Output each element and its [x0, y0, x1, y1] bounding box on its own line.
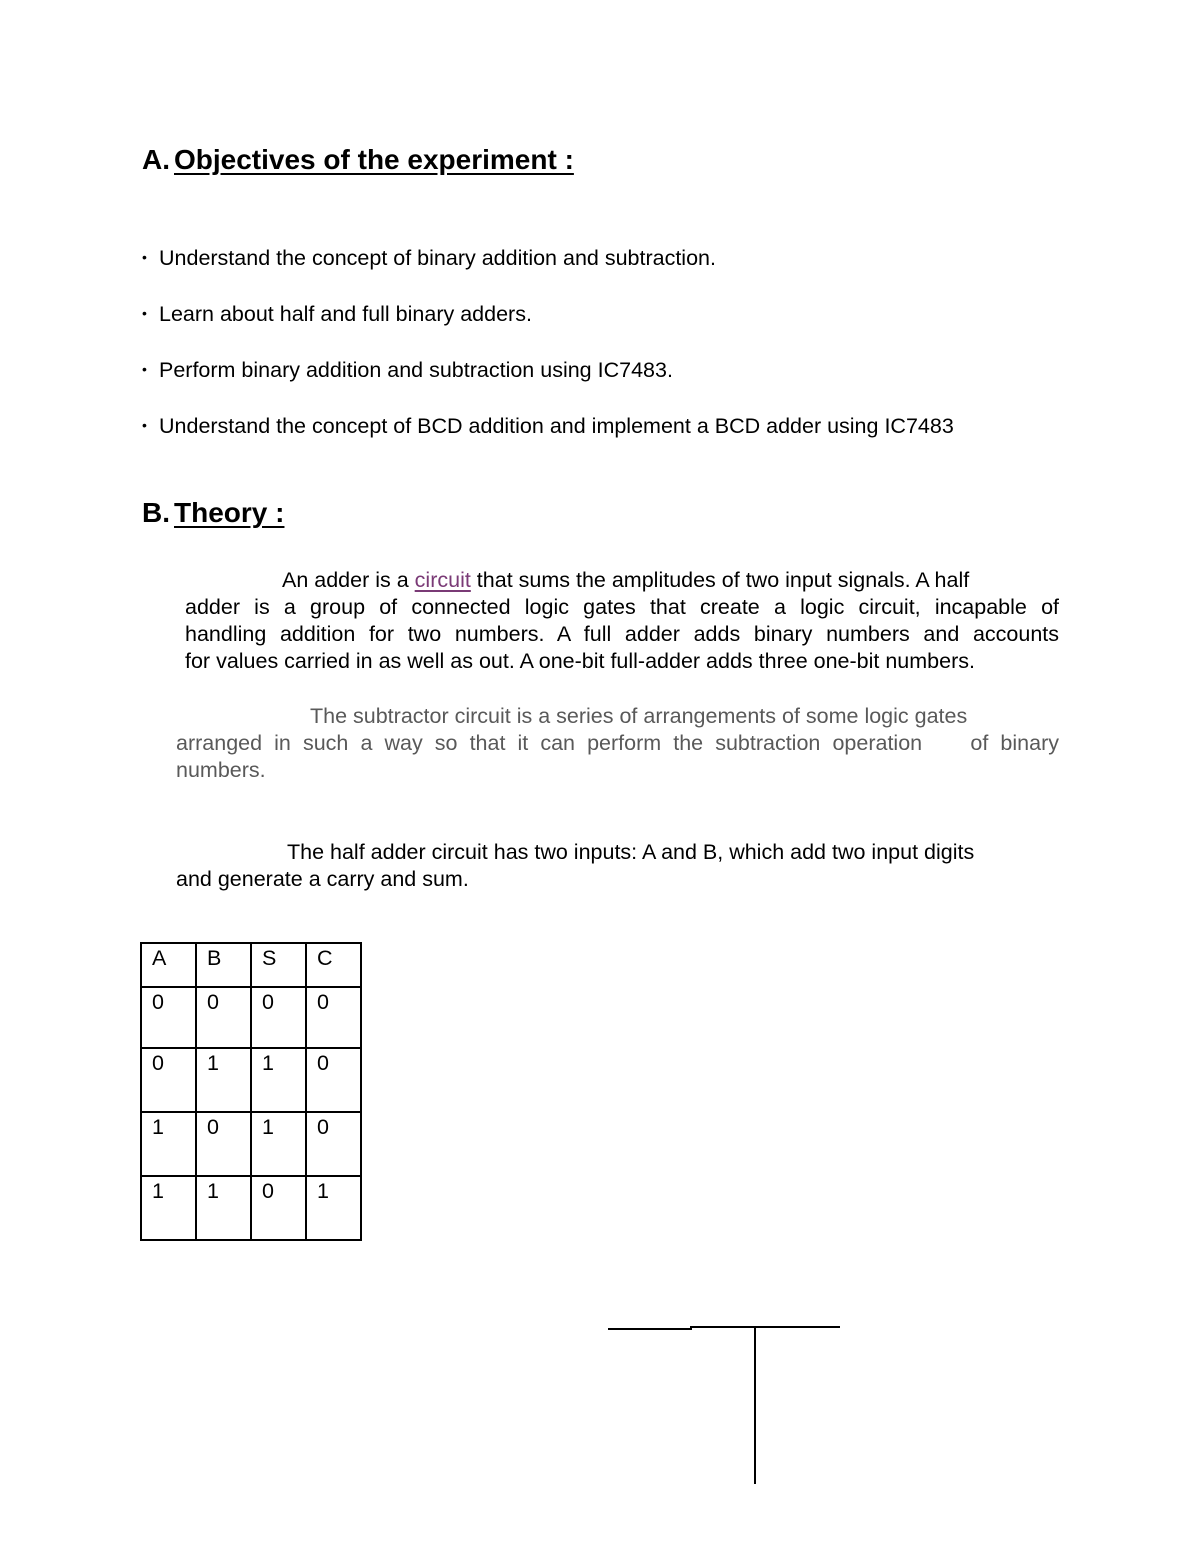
paragraph-line: arranged in such a way so that it can perform the subtraction operation of binary [176, 731, 1059, 755]
table-cell: 0 [306, 987, 361, 1048]
table-cell: 0 [141, 1048, 196, 1112]
table-cell: 0 [196, 1112, 251, 1176]
objective-item [142, 246, 716, 271]
bullet-icon: • [142, 417, 147, 433]
paragraph-line: adder is a group of connected logic gates that create a logic circuit, incapable of [185, 595, 1059, 619]
truth-table [140, 942, 362, 1241]
table-cell: 1 [251, 1048, 306, 1112]
theory-paragraph-half-adder [176, 839, 1059, 893]
objective-item [142, 358, 673, 383]
table-cell: 0 [306, 1048, 361, 1112]
objectives-heading-title: Objectives of the experiment : [174, 144, 574, 175]
table-cell: 0 [251, 1176, 306, 1240]
table-row [141, 1176, 361, 1240]
paragraph-line: numbers. [176, 758, 266, 782]
table-cell: 0 [196, 987, 251, 1048]
table-cell: 1 [141, 1112, 196, 1176]
table-cell: 0 [306, 1112, 361, 1176]
diagram-line [690, 1326, 840, 1328]
theory-paragraph-subtractor [176, 703, 1059, 784]
table-cell: 1 [141, 1176, 196, 1240]
paragraph-line: handling addition for two numbers. A full adder adds binary numbers and accounts [185, 622, 1059, 646]
objective-item [142, 414, 954, 439]
table-header-cell: A [141, 943, 196, 987]
paragraph-line: and generate a carry and sum. [176, 867, 469, 891]
theory-paragraph-adder [185, 567, 1059, 675]
objectives-heading-letter: A. [142, 144, 170, 175]
table-row [141, 1048, 361, 1112]
objectives-heading [142, 144, 574, 176]
paragraph-line: The half adder circuit has two inputs: A and B, which add two input digits [287, 840, 975, 864]
table-header-row [141, 943, 361, 987]
paragraph-line [185, 567, 1059, 594]
table-cell: 0 [141, 987, 196, 1048]
theory-heading-letter: B. [142, 497, 170, 528]
table-row [141, 1112, 361, 1176]
paragraph-text: that sums the amplitudes of two input signals. A half [470, 568, 970, 592]
table-cell: 1 [196, 1048, 251, 1112]
objective-item [142, 302, 532, 327]
table-cell: 1 [196, 1176, 251, 1240]
table-cell: 1 [306, 1176, 361, 1240]
objective-text: Understand the concept of BCD addition and implement a BCD adder using IC7483 [159, 414, 954, 438]
table-cell: 1 [251, 1112, 306, 1176]
theory-heading [142, 497, 284, 529]
circuit-link[interactable]: circuit [414, 568, 471, 592]
paragraph-text: An adder is a [282, 568, 415, 592]
table-header-cell: C [306, 943, 361, 987]
objective-text: Understand the concept of binary addition and subtraction. [159, 246, 716, 270]
bullet-icon: • [142, 305, 147, 321]
bullet-icon: • [142, 361, 147, 377]
table-row [141, 987, 361, 1048]
paragraph-line: for values carried in as well as out. A one-bit full-adder adds three one-bit numbers. [185, 649, 975, 673]
theory-heading-title: Theory : [174, 497, 285, 528]
diagram-line [754, 1327, 756, 1484]
bullet-icon: • [142, 249, 147, 265]
paragraph-line: The subtractor circuit is a series of arrangements of some logic gates [310, 704, 968, 728]
table-header-cell: B [196, 943, 251, 987]
objective-text: Perform binary addition and subtraction using IC7483. [159, 358, 673, 382]
table-cell: 0 [251, 987, 306, 1048]
table-header-cell: S [251, 943, 306, 987]
objective-text: Learn about half and full binary adders. [159, 302, 532, 326]
diagram-line [608, 1328, 692, 1330]
